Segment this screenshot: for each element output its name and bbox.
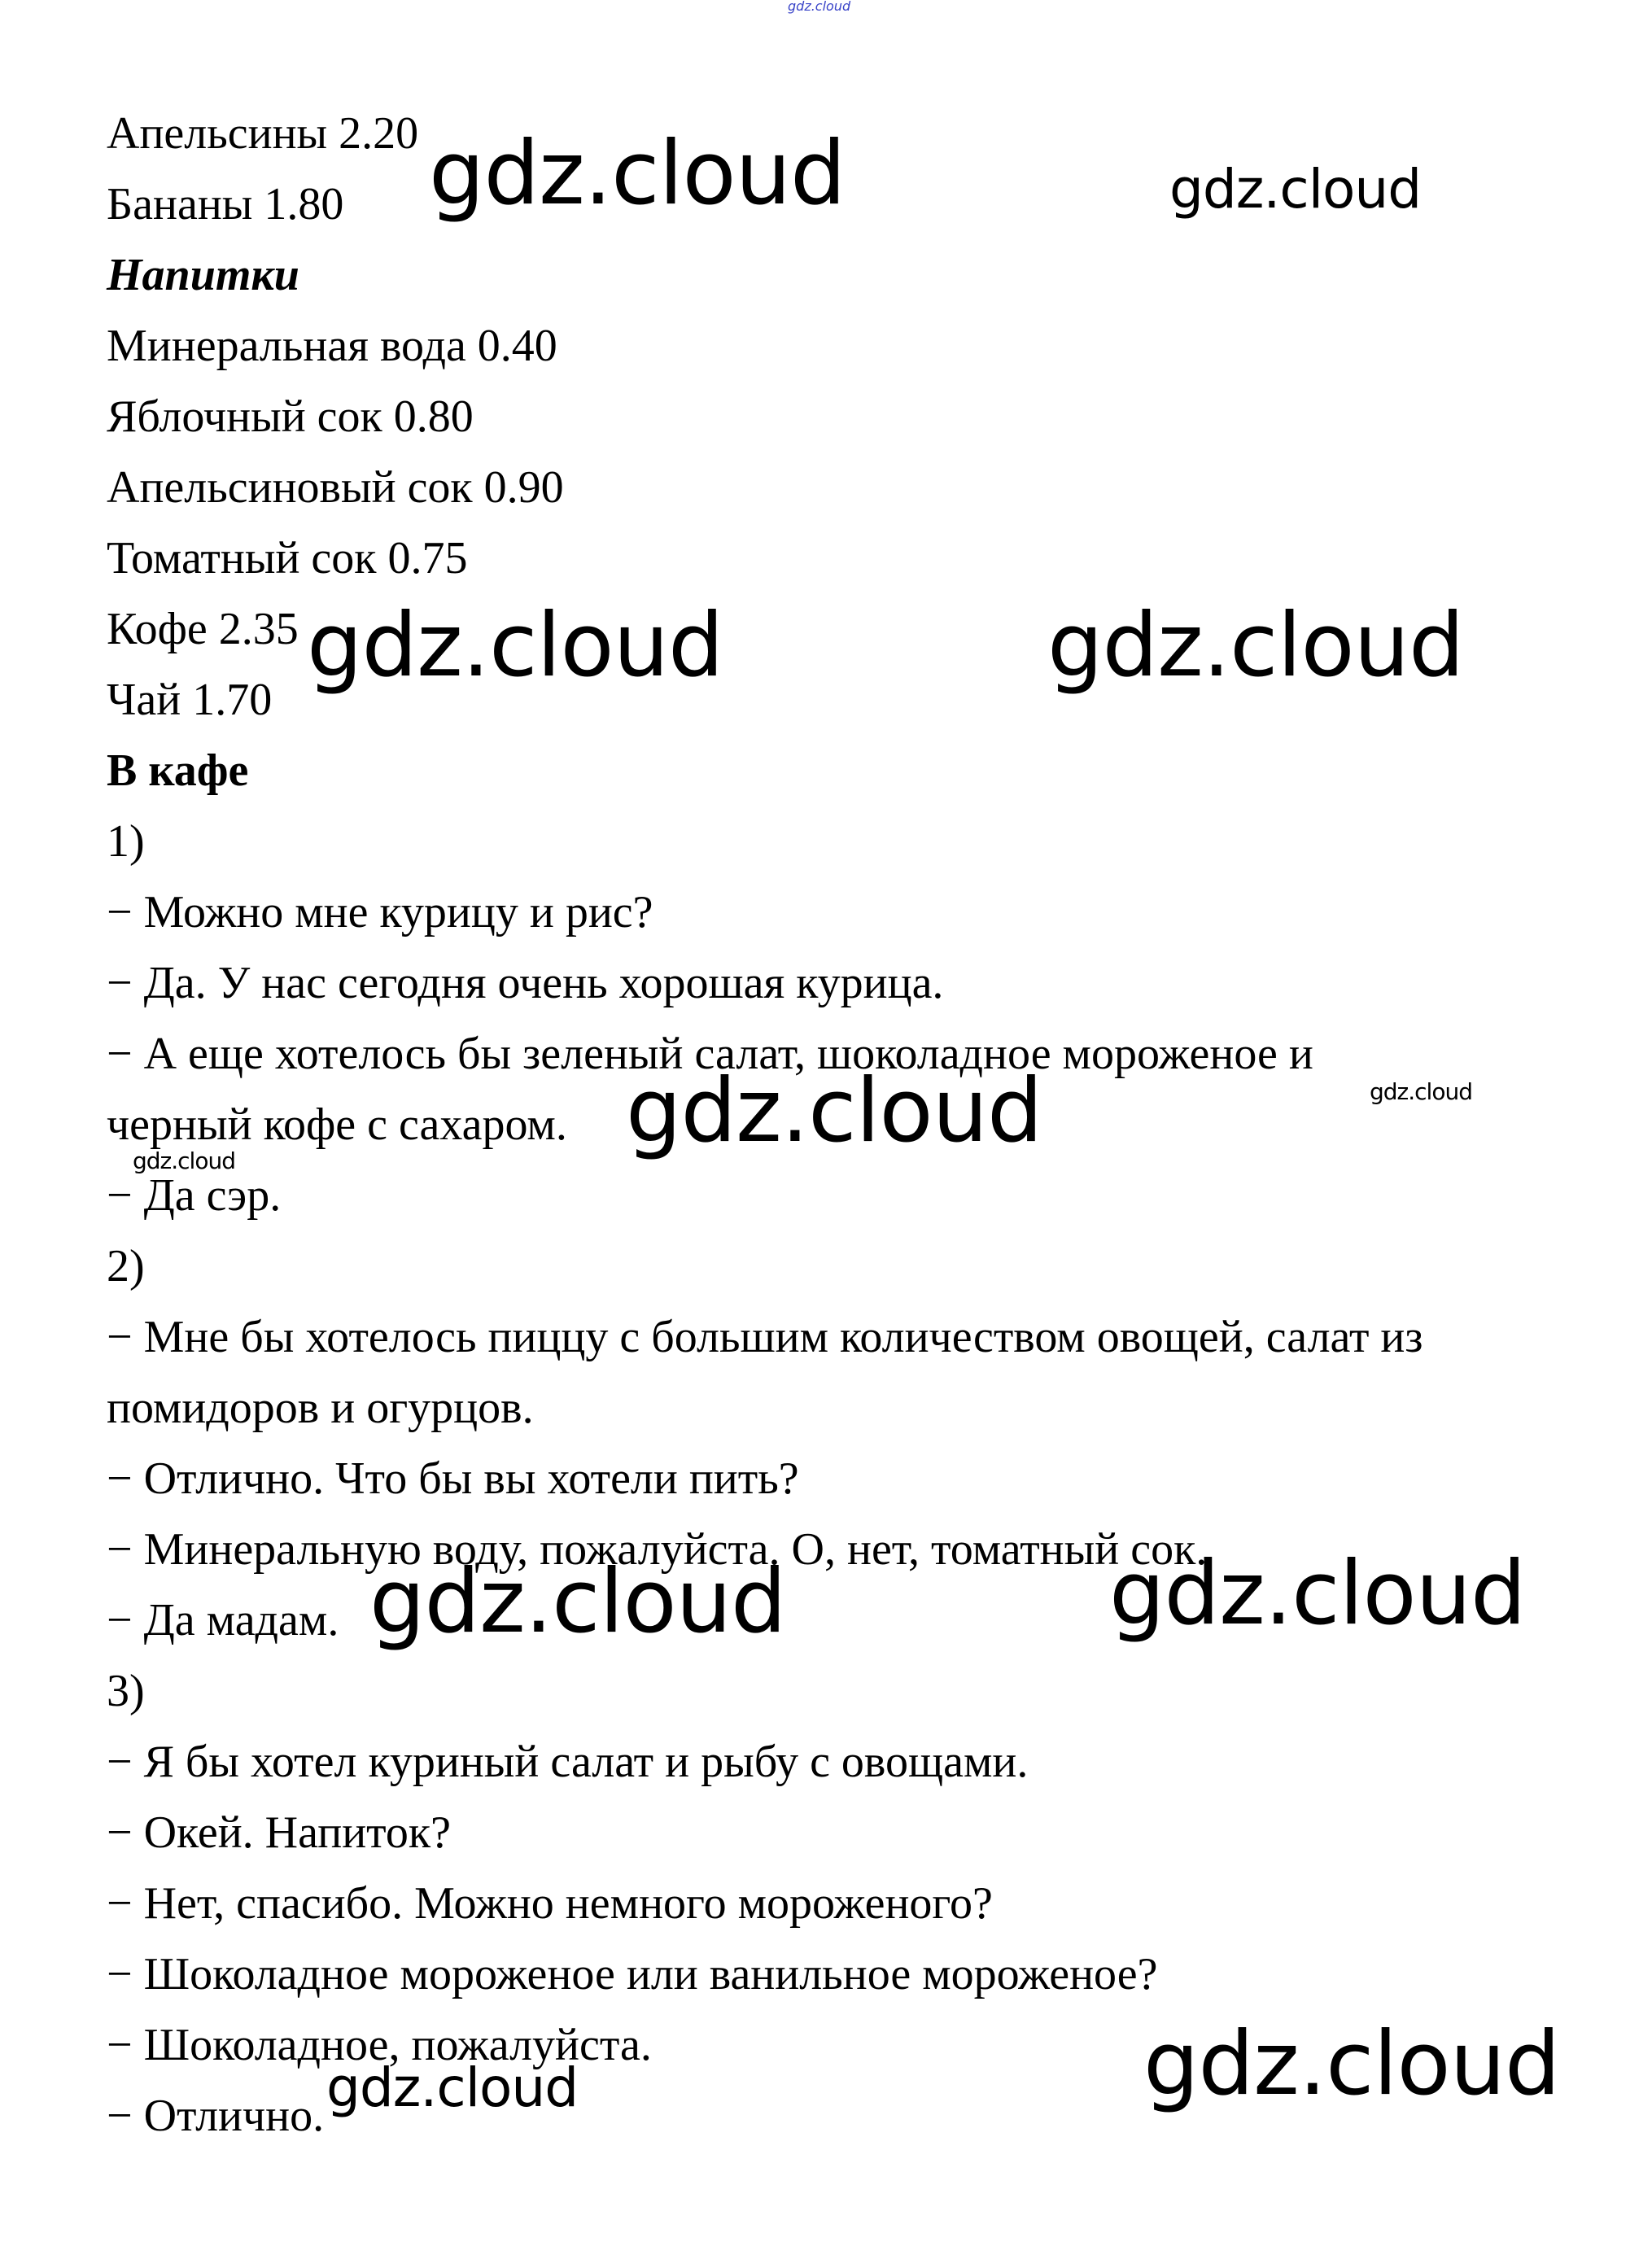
dialog-line: − Окей. Напиток? bbox=[107, 1807, 451, 1858]
dialog-number-2: 2) bbox=[107, 1241, 145, 1291]
watermark: gdz.cloud bbox=[1047, 595, 1464, 697]
header-watermark: gdz.cloud bbox=[788, 0, 851, 14]
watermark: gdz.cloud bbox=[1109, 1543, 1526, 1645]
price-line-tea: Чай 1.70 bbox=[107, 675, 273, 725]
price-line-orange-juice: Апельсиновый сок 0.90 bbox=[107, 462, 564, 513]
watermark: gdz.cloud bbox=[326, 2056, 579, 2119]
watermark: gdz.cloud bbox=[133, 1147, 235, 1174]
price-line-apple-juice: Яблочный сок 0.80 bbox=[107, 391, 474, 442]
watermark: gdz.cloud bbox=[1169, 158, 1422, 221]
price-line-mineral-water: Минеральная вода 0.40 bbox=[107, 321, 557, 371]
price-line-coffee: Кофе 2.35 bbox=[107, 604, 299, 654]
dialog-number-3: 3) bbox=[107, 1666, 145, 1716]
watermark: gdz.cloud bbox=[429, 123, 846, 225]
watermark: gdz.cloud bbox=[369, 1551, 786, 1653]
price-line-bananas: Бананы 1.80 bbox=[107, 179, 344, 229]
dialog-line: − Мне бы хотелось пиццу с большим количеством овощей, салат из bbox=[107, 1312, 1423, 1362]
dialog-line: − Да. У нас сегодня очень хорошая курица. bbox=[107, 958, 944, 1008]
dialog-line: − Я бы хотел куриный салат и рыбу с овощами. bbox=[107, 1737, 1029, 1787]
price-line-oranges: Апельсины 2.20 bbox=[107, 108, 419, 159]
dialog-line: черный кофе с сахаром. bbox=[107, 1099, 567, 1150]
dialog-line: помидоров и огурцов. bbox=[107, 1383, 534, 1433]
watermark: gdz.cloud bbox=[626, 1060, 1042, 1162]
dialog-line: − А еще хотелось бы зеленый салат, шоколадное мороженое и bbox=[107, 1029, 1313, 1079]
price-line-tomato-juice: Томатный сок 0.75 bbox=[107, 533, 468, 583]
dialog-line: − Минеральную воду, пожалуйста. О, нет, томатный сок. bbox=[107, 1524, 1208, 1575]
watermark: gdz.cloud bbox=[1143, 2013, 1560, 2115]
dialog-line: − Отлично. Что бы вы хотели пить? bbox=[107, 1453, 799, 1504]
watermark: gdz.cloud bbox=[1370, 1078, 1472, 1105]
section-heading-cafe: В кафе bbox=[107, 745, 249, 796]
dialog-line: − Шоколадное, пожалуйста. bbox=[107, 2020, 652, 2070]
section-heading-drinks: Напитки bbox=[107, 250, 299, 300]
dialog-line: − Можно мне курицу и рис? bbox=[107, 887, 653, 937]
dialog-number-1: 1) bbox=[107, 816, 145, 867]
watermark: gdz.cloud bbox=[307, 595, 723, 697]
dialog-line: − Да мадам. bbox=[107, 1595, 339, 1645]
dialog-line: − Да сэр. bbox=[107, 1170, 282, 1221]
dialog-line: − Шоколадное мороженое или ванильное мороженое? bbox=[107, 1949, 1158, 1999]
dialog-line: − Отлично. bbox=[107, 2091, 325, 2141]
dialog-line: − Нет, спасибо. Можно немного мороженого? bbox=[107, 1878, 993, 1929]
